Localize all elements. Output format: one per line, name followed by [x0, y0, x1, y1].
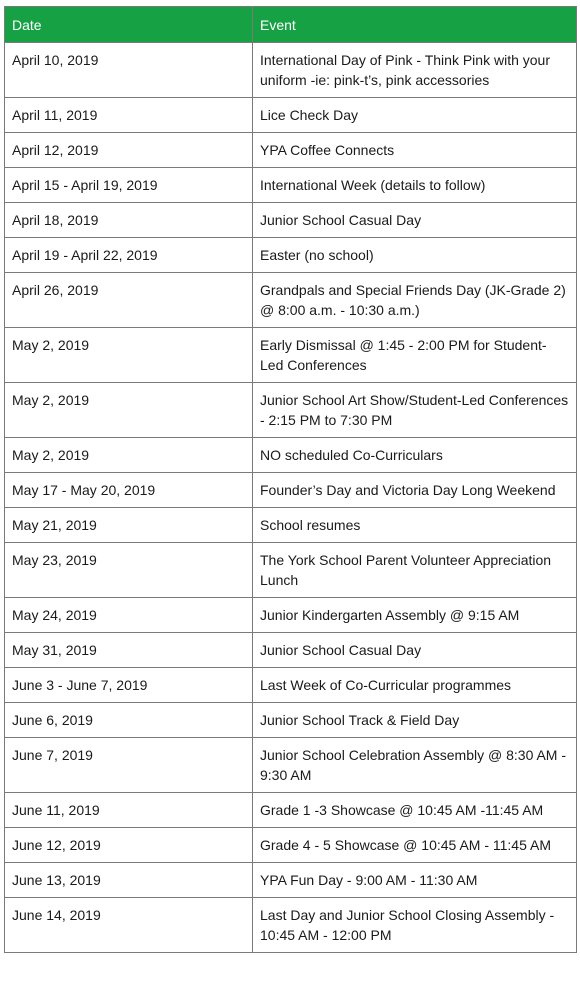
event-date-cell: May 24, 2019 [5, 598, 253, 633]
event-description-cell: Grade 1 -3 Showcase @ 10:45 AM -11:45 AM [253, 793, 577, 828]
events-table [4, 6, 577, 953]
event-description-cell: International Day of Pink - Think Pink with your uniform -ie: pink-t’s, pink accessories [253, 43, 577, 98]
event-date-cell: April 15 - April 19, 2019 [5, 168, 253, 203]
table-row [5, 793, 577, 828]
event-date-cell: May 2, 2019 [5, 383, 253, 438]
event-date-cell: April 19 - April 22, 2019 [5, 238, 253, 273]
event-description-cell: Junior School Track & Field Day [253, 703, 577, 738]
event-date-cell: May 2, 2019 [5, 438, 253, 473]
table-row [5, 238, 577, 273]
table-row [5, 508, 577, 543]
event-date-cell: June 12, 2019 [5, 828, 253, 863]
event-description-cell: Last Day and Junior School Closing Assembly - 10:45 AM - 12:00 PM [253, 898, 577, 953]
column-header-date: Date [5, 7, 253, 43]
event-date-cell: April 26, 2019 [5, 273, 253, 328]
event-date-cell: June 7, 2019 [5, 738, 253, 793]
column-header-event: Event [253, 7, 577, 43]
event-description-cell: Junior School Art Show/Student-Led Conferences - 2:15 PM to 7:30 PM [253, 383, 577, 438]
event-description-cell: NO scheduled Co-Curriculars [253, 438, 577, 473]
event-date-cell: June 14, 2019 [5, 898, 253, 953]
event-description-cell: Founder’s Day and Victoria Day Long Weekend [253, 473, 577, 508]
event-date-cell: April 18, 2019 [5, 203, 253, 238]
table-row [5, 633, 577, 668]
event-description-cell: The York School Parent Volunteer Appreciation Lunch [253, 543, 577, 598]
event-date-cell: May 23, 2019 [5, 543, 253, 598]
table-row [5, 383, 577, 438]
event-date-cell: April 12, 2019 [5, 133, 253, 168]
table-row [5, 598, 577, 633]
event-date-cell: June 13, 2019 [5, 863, 253, 898]
event-date-cell: June 11, 2019 [5, 793, 253, 828]
table-row [5, 98, 577, 133]
event-description-cell: Grandpals and Special Friends Day (JK-Grade 2) @ 8:00 a.m. - 10:30 a.m.) [253, 273, 577, 328]
table-row [5, 203, 577, 238]
table-header-row [5, 7, 577, 43]
event-description-cell: International Week (details to follow) [253, 168, 577, 203]
event-date-cell: April 10, 2019 [5, 43, 253, 98]
table-row [5, 473, 577, 508]
table-row [5, 168, 577, 203]
event-description-cell: Grade 4 - 5 Showcase @ 10:45 AM - 11:45 AM [253, 828, 577, 863]
table-row [5, 43, 577, 98]
table-row [5, 863, 577, 898]
table-body [5, 43, 577, 953]
event-description-cell: School resumes [253, 508, 577, 543]
event-description-cell: Easter (no school) [253, 238, 577, 273]
table-row [5, 898, 577, 953]
event-date-cell: April 11, 2019 [5, 98, 253, 133]
table-row [5, 543, 577, 598]
event-date-cell: May 21, 2019 [5, 508, 253, 543]
event-date-cell: June 3 - June 7, 2019 [5, 668, 253, 703]
event-description-cell: Junior School Casual Day [253, 633, 577, 668]
table-row [5, 738, 577, 793]
event-description-cell: Junior School Celebration Assembly @ 8:30 AM - 9:30 AM [253, 738, 577, 793]
event-date-cell: May 2, 2019 [5, 328, 253, 383]
event-description-cell: Last Week of Co-Curricular programmes [253, 668, 577, 703]
event-date-cell: May 31, 2019 [5, 633, 253, 668]
event-description-cell: YPA Fun Day - 9:00 AM - 11:30 AM [253, 863, 577, 898]
event-description-cell: Early Dismissal @ 1:45 - 2:00 PM for Student-Led Conferences [253, 328, 577, 383]
table-row [5, 328, 577, 383]
event-description-cell: Junior School Casual Day [253, 203, 577, 238]
table-row [5, 438, 577, 473]
table-row [5, 828, 577, 863]
table-row [5, 703, 577, 738]
event-description-cell: YPA Coffee Connects [253, 133, 577, 168]
event-date-cell: June 6, 2019 [5, 703, 253, 738]
event-date-cell: May 17 - May 20, 2019 [5, 473, 253, 508]
table-row [5, 273, 577, 328]
table-row [5, 668, 577, 703]
table-row [5, 133, 577, 168]
event-description-cell: Junior Kindergarten Assembly @ 9:15 AM [253, 598, 577, 633]
event-description-cell: Lice Check Day [253, 98, 577, 133]
